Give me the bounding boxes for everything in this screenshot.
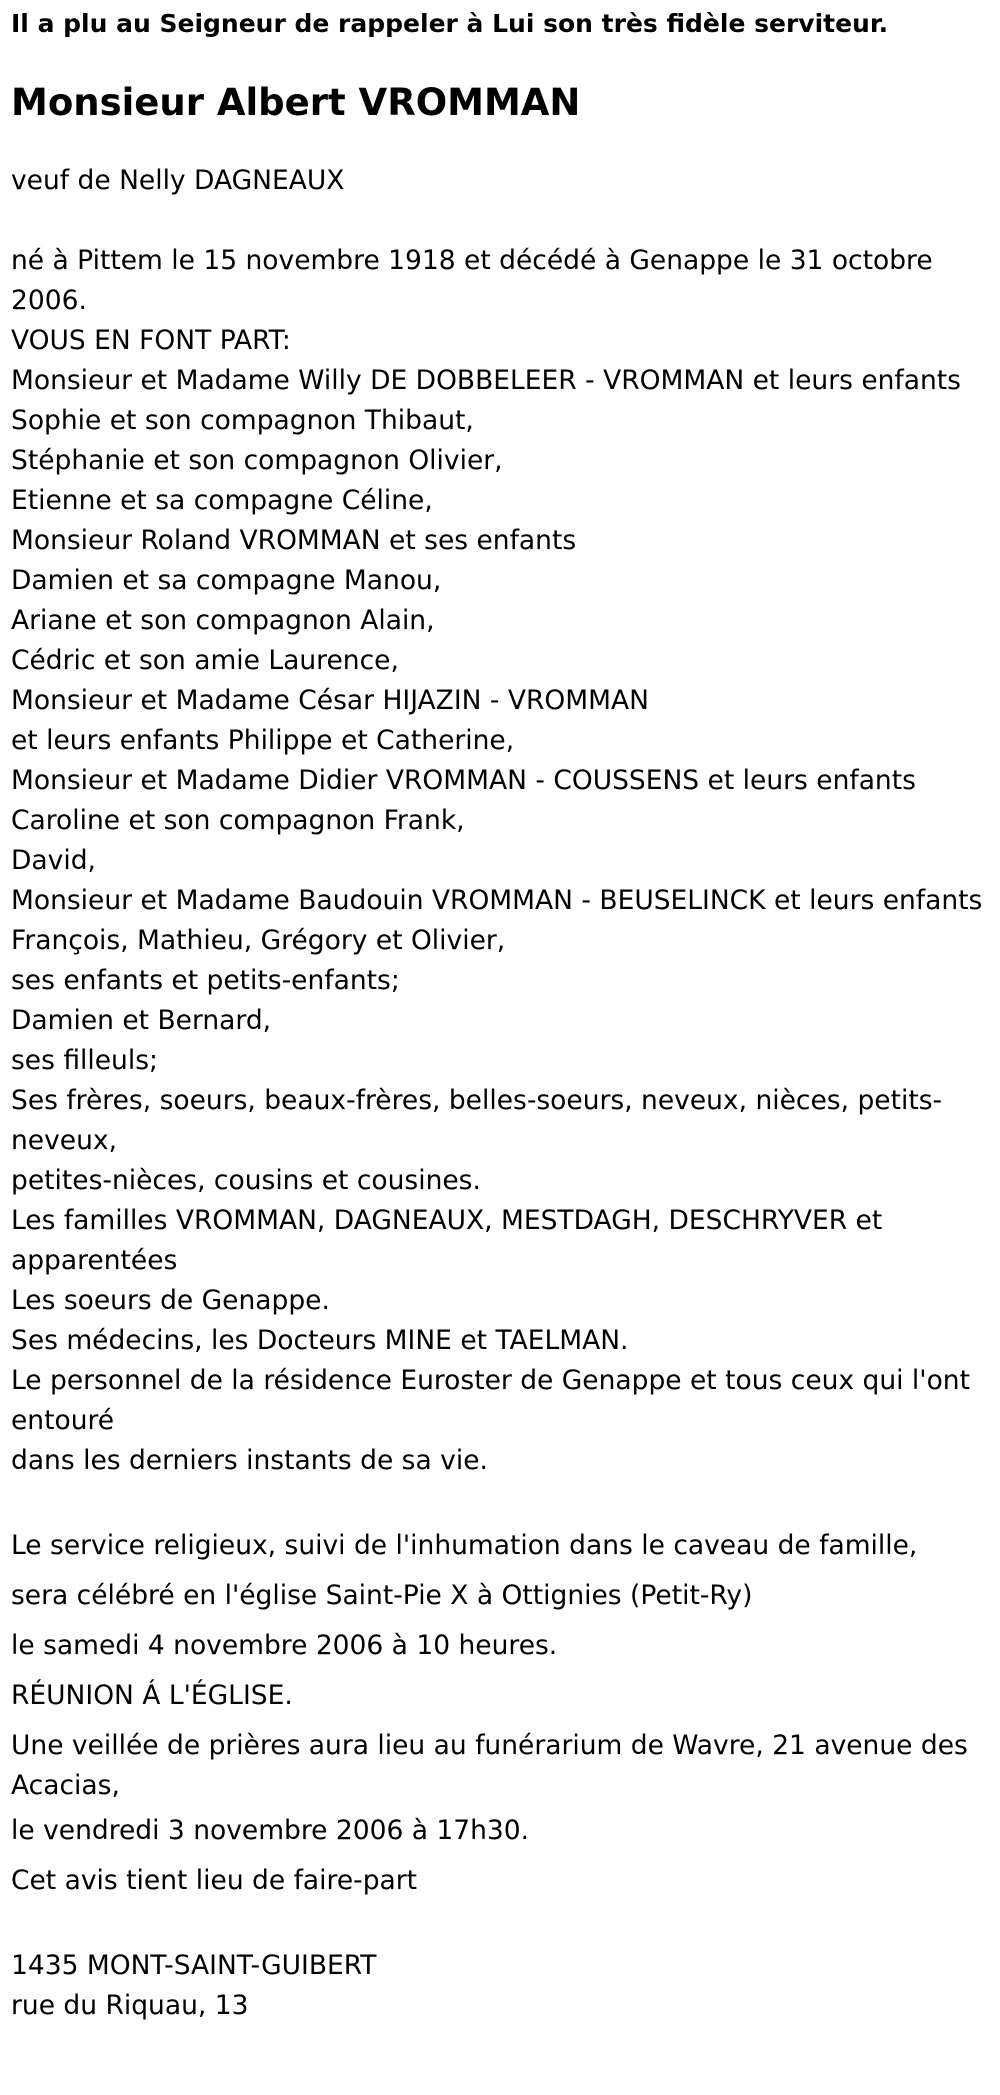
deceased-name: Monsieur Albert VROMMAN xyxy=(11,81,581,124)
family-list xyxy=(11,321,996,1481)
family-line: Monsieur et Madame Willy DE DOBBELEER - VROMMAN et leurs enfants xyxy=(11,365,961,396)
family-line: Monsieur et Madame Baudouin VROMMAN - BEUSELINCK et leurs enfants xyxy=(11,885,983,916)
intro-line: Il a plu au Seigneur de rappeler à Lui son très fidèle serviteur. xyxy=(11,9,889,38)
family-line: Ariane et son compagnon Alain, xyxy=(11,605,435,636)
family-line: Ses médecins, les Docteurs MINE et TAELMAN. xyxy=(11,1325,629,1356)
family-line: VOUS EN FONT PART: xyxy=(11,325,291,356)
service-line: RÉUNION Á L'ÉGLISE. xyxy=(11,1680,293,1711)
family-line: ses enfants et petits-enfants; xyxy=(11,965,400,996)
family-line: David, xyxy=(11,845,96,876)
family-line: et leurs enfants Philippe et Catherine, xyxy=(11,725,515,756)
family-line: François, Mathieu, Grégory et Olivier, xyxy=(11,925,506,956)
family-line: Damien et sa compagne Manou, xyxy=(11,565,442,596)
family-line: Ses frères, soeurs, beaux-frères, belles-soeurs, neveux, nièces, petits-neveux, xyxy=(11,1085,943,1156)
service-line: sera célébré en l'église Saint-Pie X à Ottignies (Petit-Ry) xyxy=(11,1580,753,1611)
family-line: Les familles VROMMAN, DAGNEAUX, MESTDAGH, DESCHRYVER et apparentées xyxy=(11,1205,883,1276)
family-line: Etienne et sa compagne Céline, xyxy=(11,485,433,516)
widow-of-line: veuf de Nelly DAGNEAUX xyxy=(11,165,345,196)
family-line: Cédric et son amie Laurence, xyxy=(11,645,399,676)
service-line: Cet avis tient lieu de faire-part xyxy=(11,1865,418,1896)
family-line: Caroline et son compagnon Frank, xyxy=(11,805,465,836)
family-line: dans les derniers instants de sa vie. xyxy=(11,1445,488,1476)
service-line: Une veillée de prières aura lieu au funérarium de Wavre, 21 avenue des Acacias, xyxy=(11,1730,968,1801)
family-line: Les soeurs de Genappe. xyxy=(11,1285,330,1316)
service-details xyxy=(11,1521,996,1906)
family-line: Le personnel de la résidence Euroster de Genappe et tous ceux qui l'ont entouré xyxy=(11,1365,970,1436)
family-line: Damien et Bernard, xyxy=(11,1005,272,1036)
family-line: petites-nièces, cousins et cousines. xyxy=(11,1165,481,1196)
family-address xyxy=(11,1946,996,2026)
service-line: le samedi 4 novembre 2006 à 10 heures. xyxy=(11,1630,558,1661)
family-line: ses filleuls; xyxy=(11,1045,158,1076)
service-line: le vendredi 3 novembre 2006 à 17h30. xyxy=(11,1815,530,1846)
birth-death-line: né à Pittem le 15 novembre 1918 et décédé à Genappe le 31 octobre 2006. xyxy=(11,245,933,316)
family-line: Stéphanie et son compagnon Olivier, xyxy=(11,445,503,476)
address-line: rue du Riquau, 13 xyxy=(11,1990,249,2021)
family-line: Sophie et son compagnon Thibaut, xyxy=(11,405,474,436)
family-line: Monsieur et Madame Didier VROMMAN - COUSSENS et leurs enfants xyxy=(11,765,916,796)
obituary-notice xyxy=(11,0,996,2026)
service-line: Le service religieux, suivi de l'inhumation dans le caveau de famille, xyxy=(11,1530,918,1561)
family-line: Monsieur et Madame César HIJAZIN - VROMMAN xyxy=(11,685,649,716)
address-line: 1435 MONT-SAINT-GUIBERT xyxy=(11,1950,377,1981)
family-line: Monsieur Roland VROMMAN et ses enfants xyxy=(11,525,577,556)
